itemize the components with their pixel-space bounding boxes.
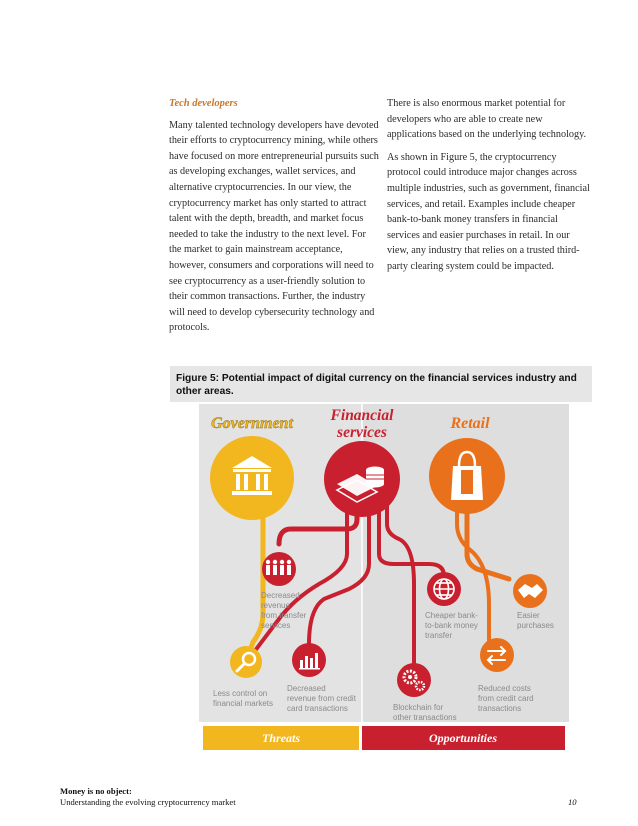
footer-subtitle: Understanding the evolving cryptocurrency market xyxy=(60,797,236,807)
label-transfer-3: from transfer xyxy=(261,611,307,620)
impact-infographic xyxy=(199,404,569,752)
label-reduced-1: Reduced costs xyxy=(478,684,531,693)
label-easier-1: Easier xyxy=(517,611,540,620)
left-column xyxy=(169,96,379,343)
label-cheaper-2: to-bank money xyxy=(425,621,478,630)
reduced-costs-circle xyxy=(480,638,514,672)
right-paragraph-1: There is also enormous market potential for developers who are able to create new applications based on the underlying technology. xyxy=(387,98,587,141)
label-transfer-1: Decreased xyxy=(261,591,300,600)
section-heading: Tech developers xyxy=(169,98,238,109)
label-card-3: card transactions xyxy=(287,704,348,713)
label-reduced-3: transactions xyxy=(478,704,522,713)
right-paragraph-2: As shown in Figure 5, the cryptocurrency protocol could introduce major changes across multiple industries, such as government, financial services, and retail. Examples include cheaper bank-to-bank money transfers in financial services and easier purchases in retail. In our view, any industry that relies on a trusted third-party clearing system could be impacted. xyxy=(387,151,590,272)
opportunities-label: Opportunities xyxy=(428,731,498,745)
right-column xyxy=(387,96,592,282)
sector-title-retail: Retail xyxy=(450,415,490,432)
label-transfer-4: services xyxy=(261,621,291,630)
label-blockchain-1: Blockchain for xyxy=(393,703,444,712)
sector-title-financial-line1: Financial xyxy=(330,407,394,424)
footer-title: Money is no object: xyxy=(60,786,132,796)
label-blockchain-2: other transactions xyxy=(393,713,457,722)
left-paragraph: Many talented technology developers have devoted their efforts to cryptocurrency mining, while others have focused on more entrepreneurial pursuits such as developing exchanges, wallet services, and alternative cryptocurrencies. In our view, the cryptocurrency market has only started to attract talent with the depth, breadth, and market focus needed to take the industry to the next level. For the market to gain mainstream acceptance, however, consumers and corporations will need to see cryptocurrency as a user-friendly solution to their common transactions. Further, the industry will need to develop cybersecurity technology and protocols. xyxy=(169,119,379,334)
figure-caption: Figure 5: Potential impact of digital currency on the financial services industry and other areas. xyxy=(176,373,577,397)
label-cheaper-3: transfer xyxy=(425,631,453,640)
label-card-1: Decreased xyxy=(287,684,326,693)
government-circle xyxy=(210,436,294,520)
sector-title-government: Government xyxy=(211,415,293,432)
label-less-control-2: financial markets xyxy=(213,699,274,708)
less-control-circle xyxy=(230,646,262,678)
page-number: 10 xyxy=(568,797,577,807)
sector-title-financial-line2: services xyxy=(337,424,387,441)
label-transfer-2: revenue xyxy=(261,601,290,610)
card-revenue-circle xyxy=(292,643,326,677)
label-card-2: revenue from credit xyxy=(287,694,356,703)
label-reduced-2: from credit card xyxy=(478,694,534,703)
threats-label: Threats xyxy=(261,731,301,745)
label-less-control-1: Less control on xyxy=(213,689,268,698)
label-easier-2: purchases xyxy=(517,621,554,630)
label-cheaper-1: Cheaper bank- xyxy=(425,611,478,620)
